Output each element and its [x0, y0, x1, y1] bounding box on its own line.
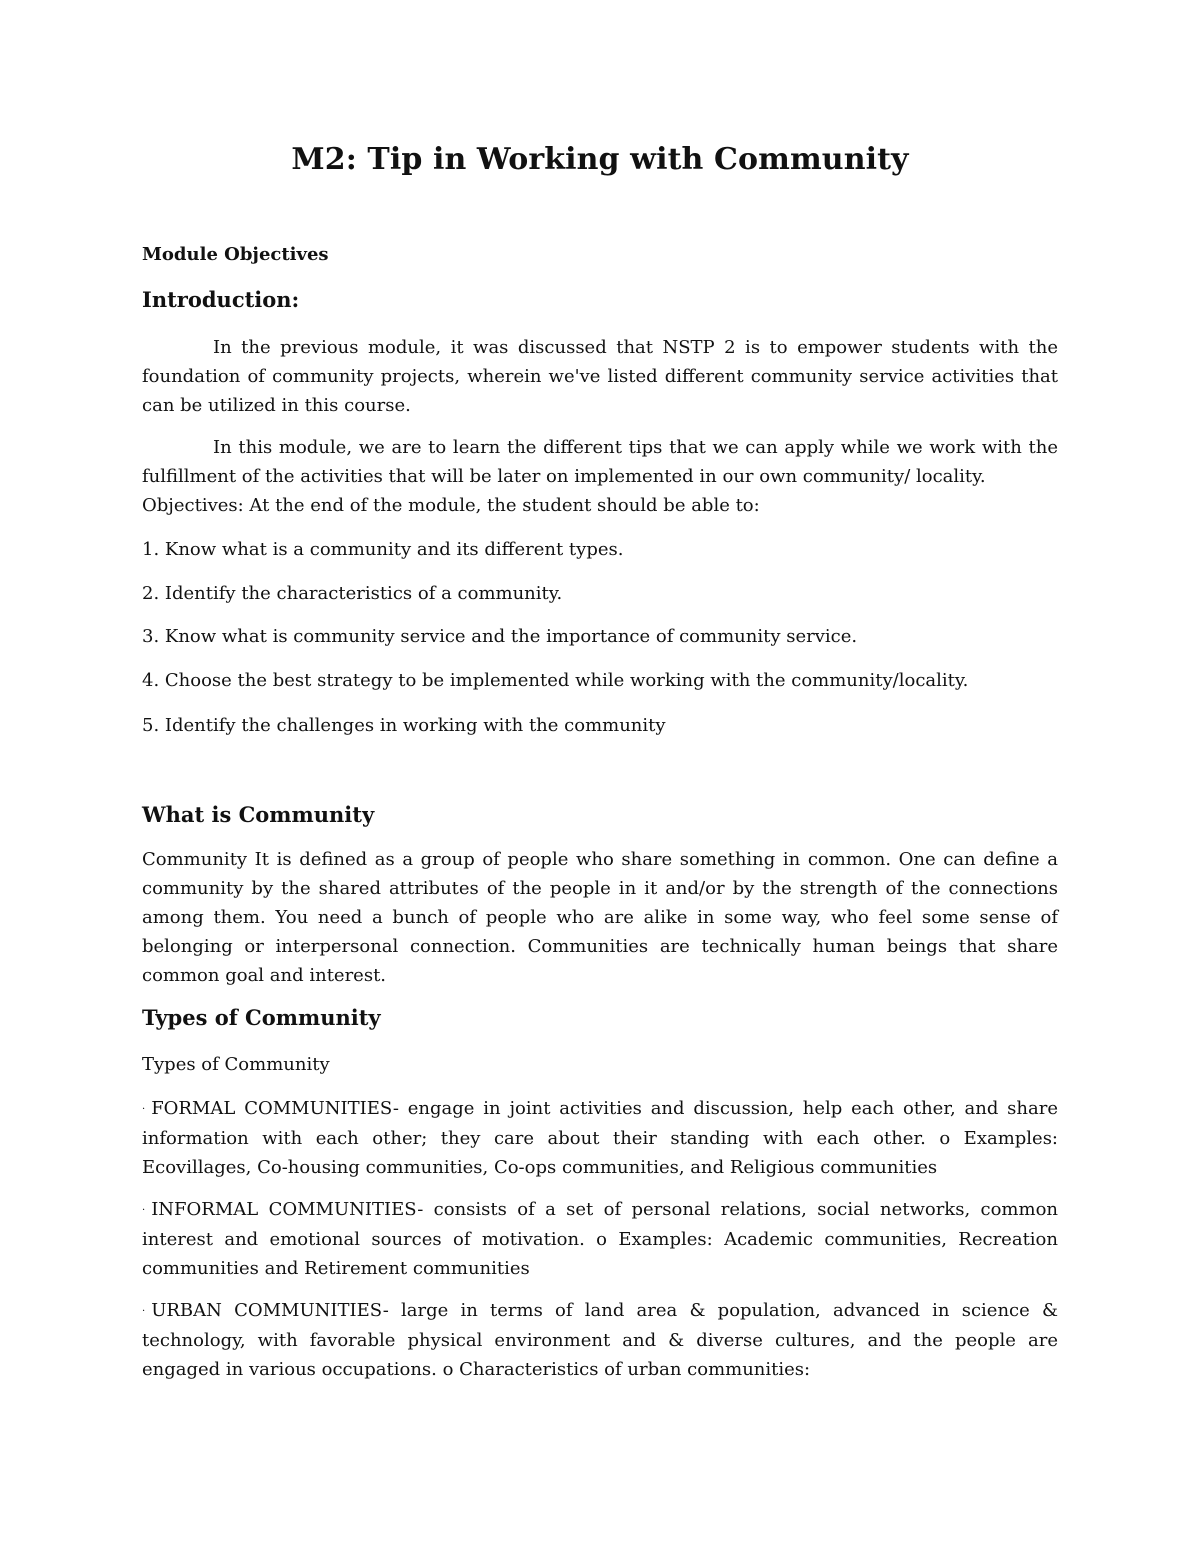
type-item-informal-text: INFORMAL COMMUNITIES- consists of a set of personal relations, social networks, common interest and emotional sources of motivation. o Examples: Academic communities, Recreation communities and Retirement communities [142, 1199, 1058, 1279]
type-item-informal [142, 1195, 1058, 1283]
type-item-formal [142, 1094, 1058, 1182]
objective-item-1: 1. Know what is a community and its different types. [142, 539, 624, 560]
intro-paragraph-1: In the previous module, it was discussed that NSTP 2 is to empower students with the foundation of community projects, wherein we've listed different community service activities that can be utilized in this course. [142, 337, 1058, 416]
objective-item-5: 5. Identify the challenges in working with the community [142, 715, 666, 736]
objective-item-3: 3. Know what is community service and the importance of community service. [142, 626, 858, 647]
objective-item-4: 4. Choose the best strategy to be implemented while working with the community/locality. [142, 670, 969, 691]
what-is-community-heading: What is Community [142, 802, 375, 827]
type-item-urban [142, 1296, 1058, 1384]
types-subheading: Types of Community [142, 1054, 330, 1075]
type-item-urban-text: URBAN COMMUNITIES- large in terms of land area & population, advanced in science & technology, with favorable physical environment and & diverse cultures, and the people are engaged in various occupations. o Characteristics of urban communities: [142, 1300, 1058, 1380]
document-title: M2: Tip in Working with Community [291, 142, 909, 177]
objectives-intro: Objectives: At the end of the module, the student should be able to: [142, 495, 760, 516]
community-definition: Community It is defined as a group of people who share something in common. One can define a community by the shared attributes of the people in it and/or by the strength of the connections among them. You need a bunch of people who are alike in some way, who feel some sense of belonging or interpersonal connection. Communities are technically human beings that share common goal and interest. [142, 849, 1058, 986]
objective-item-2: 2. Identify the characteristics of a community. [142, 583, 563, 604]
types-heading: Types of Community [142, 1005, 381, 1030]
bullet-icon: · [142, 1103, 146, 1115]
intro-paragraph-2: In this module, we are to learn the different tips that we can apply while we work with the fulfillment of the activities that will be later on implemented in our own community/ locality. [142, 437, 1058, 487]
module-objectives-label: Module Objectives [142, 244, 329, 265]
bullet-icon: · [142, 1305, 146, 1317]
bullet-icon: · [142, 1204, 146, 1216]
type-item-formal-text: FORMAL COMMUNITIES- engage in joint activities and discussion, help each other, and share information with each other; they care about their standing with each other. o Examples: Ecovillages, Co-housing communities, Co-ops communities, and Religious communities [142, 1098, 1058, 1178]
introduction-heading: Introduction: [142, 287, 300, 312]
